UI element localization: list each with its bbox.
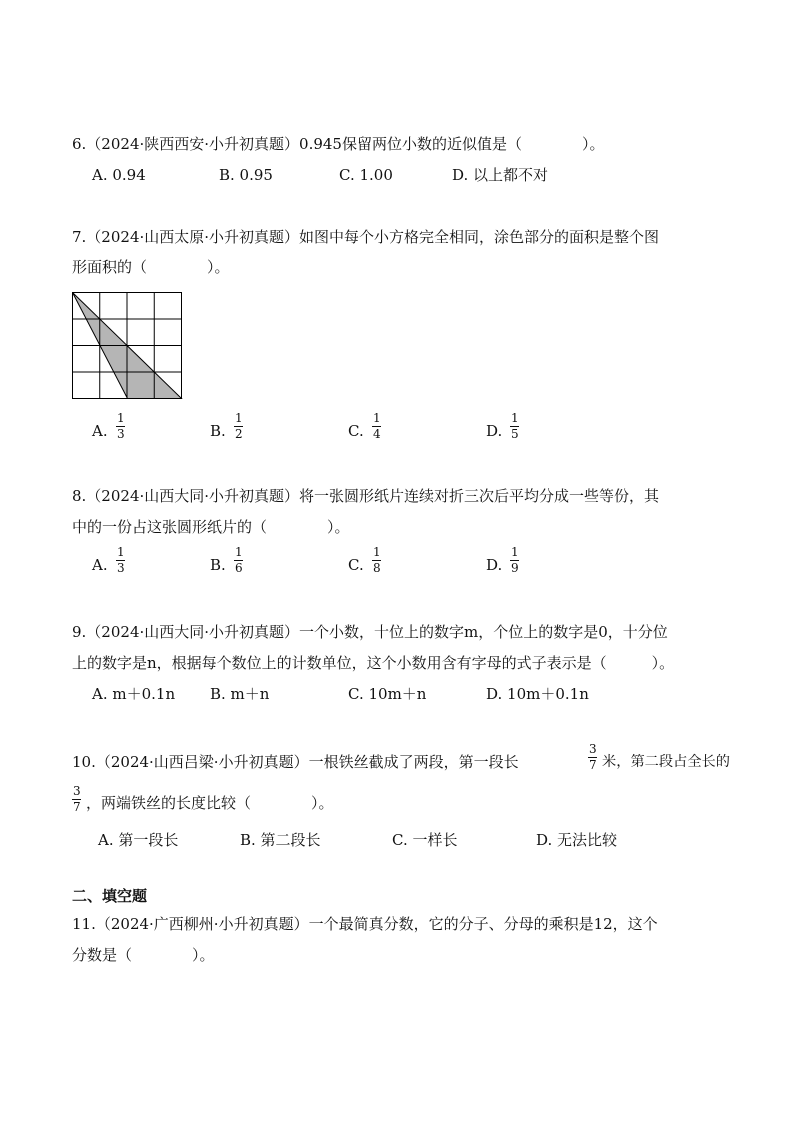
q10-stem-line1-part2: 米，第二段占全长的 [602,754,730,770]
denominator: 5 [511,427,519,441]
denominator: 6 [235,561,243,575]
q11-stem-line2: 分数是（ ）。 [72,946,215,964]
denominator: 8 [373,561,381,575]
denominator: 7 [589,758,597,772]
denominator: 3 [117,561,125,575]
q9-option-b: B. m＋n [210,685,270,703]
q6-stem: 6.（2024·陕西西安·小升初真题）0.945保留两位小数的近似值是（ ）。 [72,135,605,153]
q8-option-b-letter: B. [210,556,226,574]
q8-option-a-fraction [116,546,126,575]
q7-option-d-fraction [510,412,520,441]
q6-option-d: D. 以上都不对 [452,166,549,184]
q10-option-a: A. 第一段长 [98,831,179,849]
q10-stem-line1-part1: 10.（2024·山西吕梁·小升初真题）一根铁丝截成了两段，第一段长 [72,753,519,771]
numerator: 1 [511,411,519,425]
q10-option-b: B. 第二段长 [240,831,321,849]
q7-option-b-letter: B. [210,422,226,440]
numerator: 3 [73,784,81,798]
q9-stem-line2: 上的数字是n，根据每个数位上的计数单位，这个小数用含有字母的式子表示是（ ）。 [72,654,675,672]
q8-option-d-fraction [510,546,520,575]
q7-option-a-fraction [116,412,126,441]
denominator: 9 [511,561,519,575]
numerator: 1 [235,545,243,559]
numerator: 1 [511,545,519,559]
q10-inline-fraction-1 [588,743,598,772]
q10-stem-line2: ，两端铁丝的长度比较（ ）。 [86,794,334,812]
q9-stem-line1: 9.（2024·山西大同·小升初真题）一个小数，十位上的数字m，个位上的数字是0，十分位 [72,623,668,641]
q7-option-b-fraction [234,412,244,441]
q6-option-b: B. 0.95 [219,166,273,184]
q10-option-c: C. 一样长 [392,831,458,849]
q8-option-a-letter: A. [92,556,108,574]
q10-option-d: D. 无法比较 [536,831,618,849]
section-fill-in-blank-title: 二、填空题 [72,887,148,905]
denominator: 4 [373,427,381,441]
q7-grid-figure [72,292,183,399]
q7-option-a-letter: A. [92,422,108,440]
q8-stem-line2: 中的一份占这张圆形纸片的（ ）。 [72,518,350,536]
q7-stem-line1: 7.（2024·山西太原·小升初真题）如图中每个小方格完全相同，涂色部分的面积是整个图 [72,228,660,246]
numerator: 3 [589,742,597,756]
q9-option-a: A. m＋0.1n [92,685,176,703]
denominator: 3 [117,427,125,441]
q8-option-d-letter: D. [486,556,503,574]
q6-option-c: C. 1.00 [339,166,393,184]
numerator: 1 [117,411,125,425]
q8-option-c-letter: C. [348,556,364,574]
numerator: 1 [373,545,381,559]
q9-option-c: C. 10m＋n [348,685,427,703]
q7-option-d-letter: D. [486,422,503,440]
numerator: 1 [117,545,125,559]
q8-stem-line1: 8.（2024·山西大同·小升初真题）将一张圆形纸片连续对折三次后平均分成一些等份，其 [72,487,660,505]
q7-option-c-letter: C. [348,422,364,440]
q8-option-b-fraction [234,546,244,575]
numerator: 1 [373,411,381,425]
q6-option-a: A. 0.94 [92,166,146,184]
q10-inline-fraction-2 [72,785,82,814]
denominator: 2 [235,427,243,441]
q7-stem-line2: 形面积的（ ）。 [72,258,230,276]
q9-option-d: D. 10m＋0.1n [486,685,589,703]
q11-stem-line1: 11.（2024·广西柳州·小升初真题）一个最简真分数，它的分子、分母的乘积是12，这个 [72,915,658,933]
q7-option-c-fraction [372,412,382,441]
numerator: 1 [235,411,243,425]
q8-option-c-fraction [372,546,382,575]
denominator: 7 [73,800,81,814]
